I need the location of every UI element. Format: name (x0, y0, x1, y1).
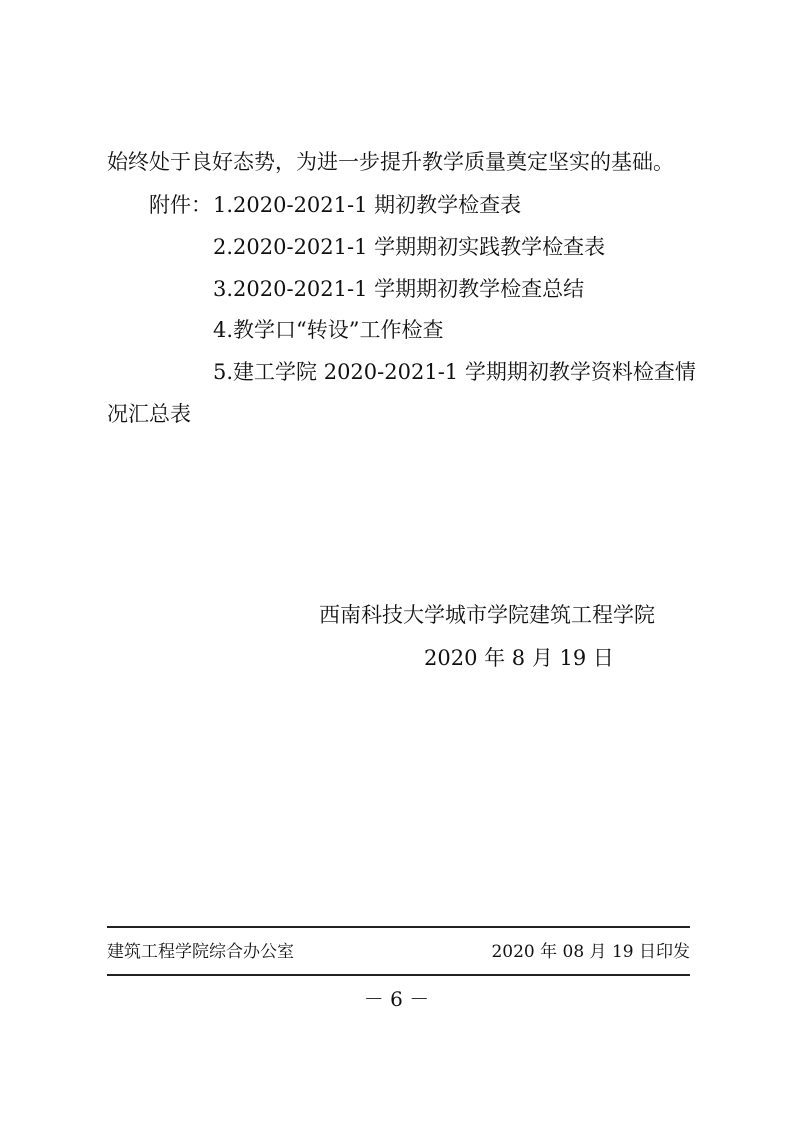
footer-bottom-rule (107, 974, 690, 976)
closing-paragraph: 始终处于良好态势，为进一步提升教学质量奠定坚实的基础。 (107, 150, 674, 174)
signature-organization: 西南科技大学城市学院建筑工程学院 (319, 603, 655, 627)
attachment-item-3: 3.2020-2021-1 学期期初教学检查总结 (213, 277, 585, 301)
footer-print-date: 2020 年 08 月 19 日印发 (491, 942, 690, 962)
signature-date: 2020 年 8 月 19 日 (424, 646, 614, 670)
footer-top-rule (107, 926, 690, 928)
page-number: － 6 － (363, 987, 430, 1011)
footer-issuer: 建筑工程学院综合办公室 (107, 942, 294, 962)
attachment-item-5-continued: 况汇总表 (107, 402, 191, 426)
attachment-item-4: 4.教学口“转设”工作检查 (213, 318, 444, 342)
attachments-label: 附件： (149, 193, 212, 217)
attachment-item-5: 5.建工学院 2020-2021-1 学期期初教学资料检查情 (213, 360, 696, 384)
attachment-item-1: 1.2020-2021-1 期初教学检查表 (213, 193, 522, 217)
attachment-item-2: 2.2020-2021-1 学期期初实践教学检查表 (213, 235, 606, 259)
